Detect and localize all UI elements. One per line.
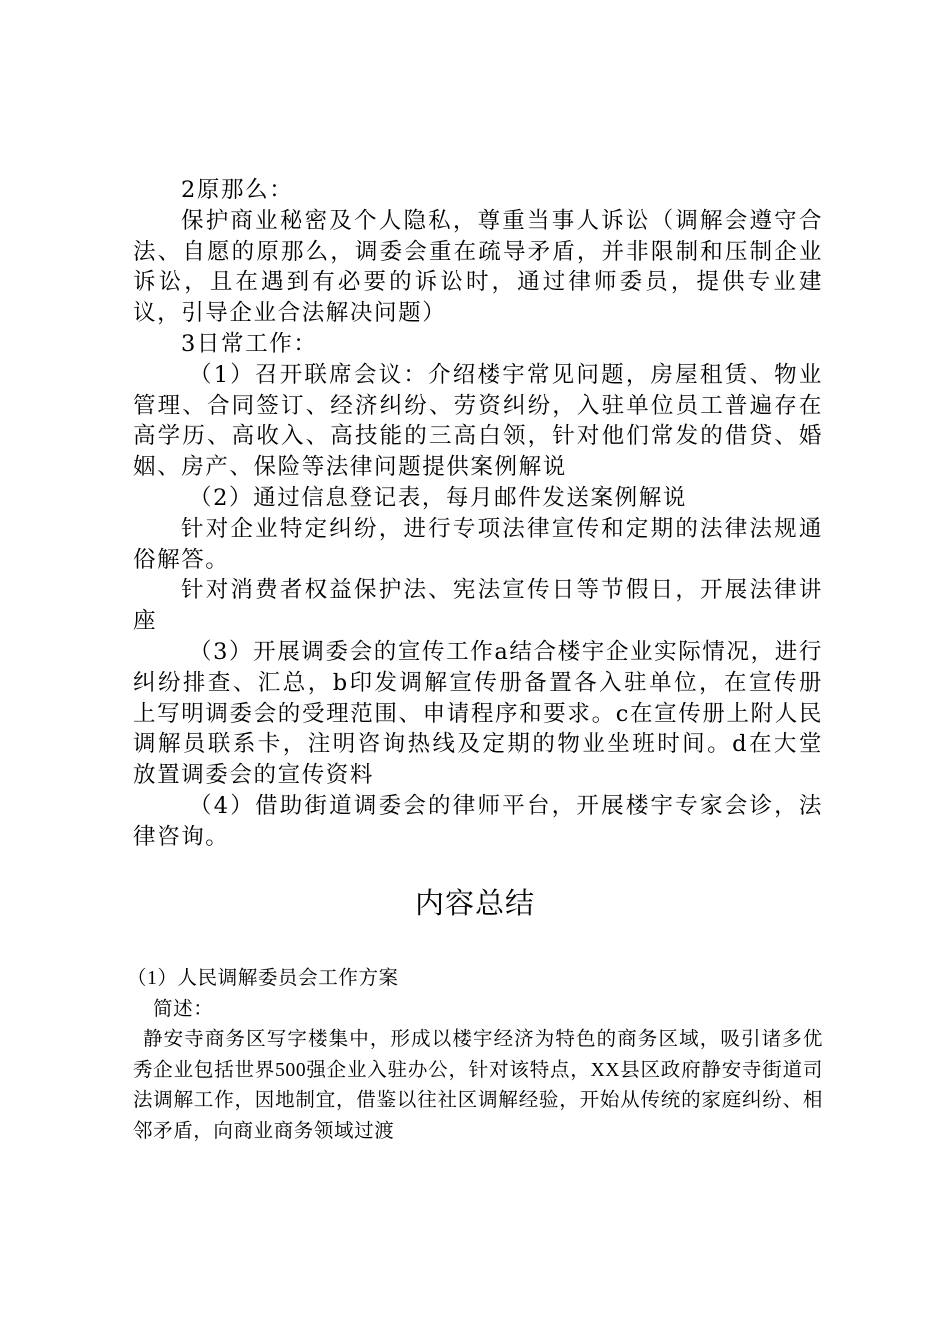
work-item-4: （4）借助街道调委会的律师平台，开展楼宇专家会诊，法律咨询。 xyxy=(133,792,823,850)
work-item-2: （2）通过信息登记表，每月邮件发送案例解说 xyxy=(189,484,687,511)
summary-item-heading: （1）人民调解委员会工作方案 xyxy=(127,968,399,989)
work-item-3: （3）开展调委会的宣传工作a结合楼宇企业实际情况，进行纠纷排查、汇总，b印发调解宣传册备置各入驻单位，在宣传册上写明调委会的受理范围、申请程序和要求。c在宣传册上附人民调解员联系卡，注明咨询热线及定期的物业坐班时间。d在大堂放置调委会的宣传资料 xyxy=(133,638,823,789)
work-paragraph-enterprise: 针对企业特定纠纷，进行专项法律宣传和定期的法律法规通俗解答。 xyxy=(133,515,823,573)
principle-paragraph: 保护商业秘密及个人隐私，尊重当事人诉讼（调解会遵守合法、自愿的原那么，调委会重在疏导矛盾，并非限制和压制企业诉讼，且在遇到有必要的诉讼时，通过律师委员，提供专业建议，引导企业合法解决问题） xyxy=(133,207,823,327)
work-item-1: （1）召开联席会议：介绍楼宇常见问题，房屋租赁、物业管理、合同签订、经济纠纷、劳资纠纷，入驻单位员工普遍存在高学历、高收入、高技能的三高白领，针对他们常发的借贷、婚姻、房产、保险等法律问题提供案例解说 xyxy=(133,361,823,481)
summary-text: 静安寺商务区写字楼集中，形成以楼宇经济为特色的商务区域，吸引诸多优秀企业包括世界500强企业入驻办公，针对该特点，XX县区政府静安寺街道司法调解工作，因地制宜，借鉴以往社区调解经验，开始从传统的家庭纠纷、相邻矛盾，向商业商务领域过渡 xyxy=(133,1029,823,1142)
summary-title: 内容总结 xyxy=(414,888,535,920)
summary-label: 简述： xyxy=(153,998,214,1020)
document-body xyxy=(133,175,823,853)
summary-body xyxy=(127,964,823,1147)
work-paragraph-lecture: 针对消费者权益保护法、宪法宣传日等节假日，开展法律讲座 xyxy=(133,577,823,635)
daily-work-heading: 3日常工作： xyxy=(181,330,318,357)
principle-heading: 2原那么： xyxy=(181,177,294,203)
